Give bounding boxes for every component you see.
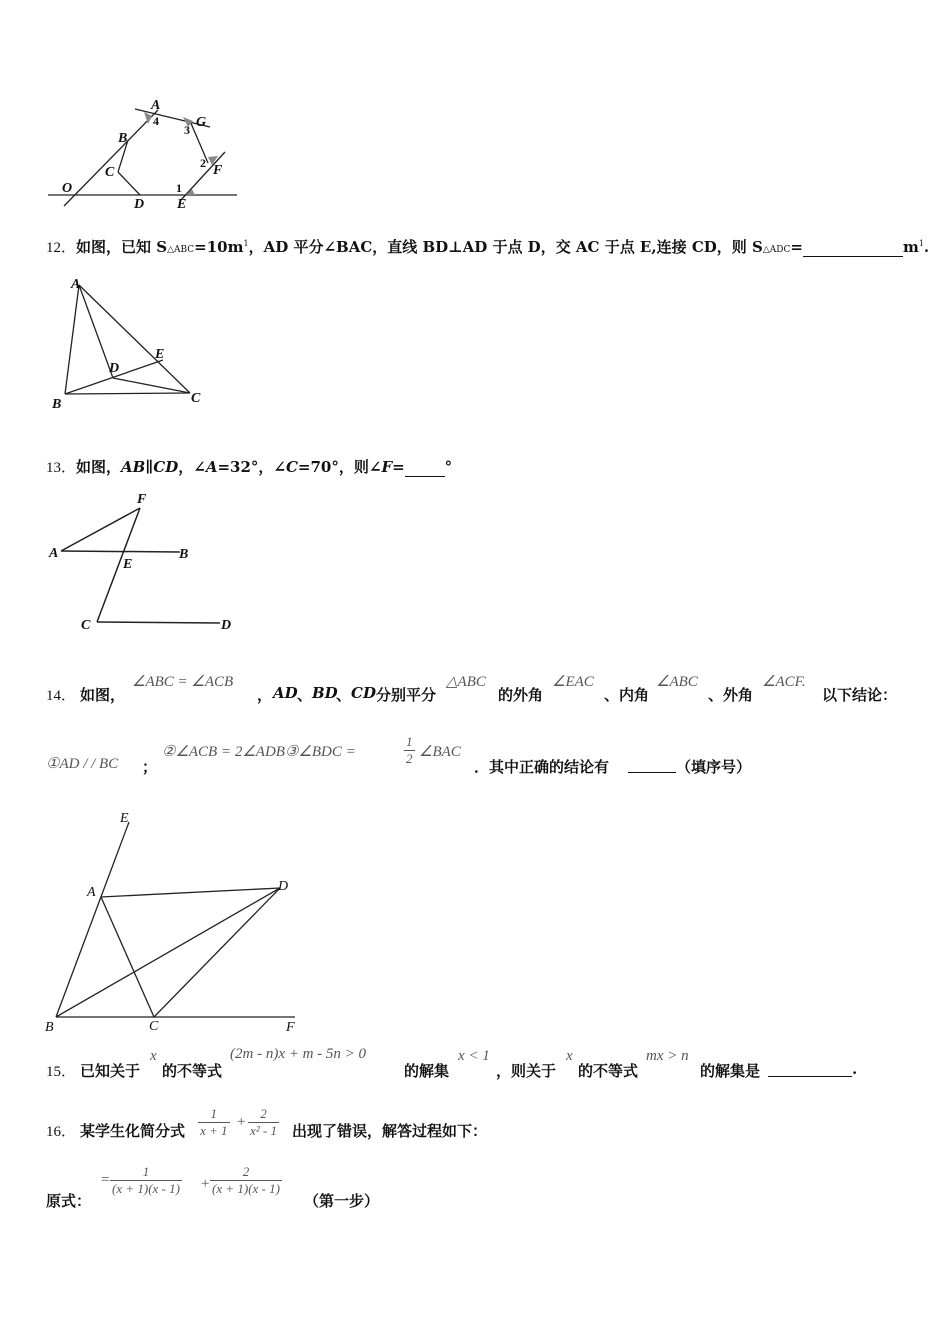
fraction-step1-a: $\frac{1}{(x + 1)(x - 1)}$ — [112, 1164, 180, 1196]
question-13: 13．如图，AB∥CD，∠A=32°，∠C=70°，则∠F= ° — [46, 458, 453, 476]
question-12: 12．如图，已知 $S\triangle ABC=10m^1$，AD 平分∠BAC，直线 BD⊥AD 于点 D，交 AC 于点 E,连接 CD，则 S△ADC= $m^1$. — [46, 238, 930, 256]
label-O: O — [62, 181, 73, 196]
label-F: F — [286, 1020, 295, 1035]
label-1: 1 — [176, 181, 182, 195]
label-2: 2 — [200, 156, 206, 170]
label-C: C — [81, 618, 91, 633]
label-4: 4 — [153, 114, 159, 128]
question-16: 16． 某学生化简分式 $\frac{1}{x + 1}$ + $\frac{2}{\text{x² - 1}}$ 出现了错误，解答过程如下： — [46, 1106, 488, 1140]
label-E: E — [177, 197, 187, 212]
label-A: A — [87, 885, 96, 900]
answer-blank-15[interactable] — [768, 1060, 852, 1077]
label-C: C — [105, 165, 115, 180]
fraction-half: $\frac{1}{2}$ — [406, 734, 413, 766]
label-A: A — [49, 546, 59, 561]
label-D: D — [109, 361, 120, 376]
label-F: F — [137, 492, 147, 507]
label-B: B — [45, 1020, 54, 1035]
answer-blank-12[interactable] — [803, 238, 903, 257]
label-E: E — [120, 811, 129, 826]
label-E: E — [123, 557, 133, 572]
label-G: G — [196, 115, 207, 130]
question-14-conclusions: ①AD / / BC ； ②∠ACB = 2∠ADB③∠BDC = $\frac{1}{2}$ ∠BAC ．其中正确的结论有 （填序号） — [46, 734, 752, 776]
question-15: 15． 已知关于 x 的不等式 (2m - n)x + m - 5n > 0 的解集 x < 1 ，则关于 x 的不等式 mx > n 的解集是 . — [46, 1046, 858, 1080]
label-A: A — [151, 98, 161, 113]
answer-blank-13[interactable] — [405, 458, 445, 477]
label-D: D — [134, 197, 145, 212]
label-D: D — [221, 618, 232, 633]
label-E: E — [155, 347, 165, 362]
figure-q14 — [40, 806, 310, 1038]
question-14: 14． 如图， ∠ABC = ∠ACB ， AD 、 BD 、 CD 分别平分 △ABC 的外角 ∠EAC 、内角 ∠ABC 、外角 ∠ACF. 以下结论： — [46, 674, 898, 704]
figure-q13 — [45, 488, 245, 638]
fraction-1: $\frac{1}{x + 1}$ — [200, 1106, 228, 1138]
fraction-step1-b: $\frac{2}{(x + 1)(x - 1)}$ — [212, 1164, 280, 1196]
label-C: C — [191, 391, 201, 406]
label-A: A — [71, 277, 81, 292]
label-C: C — [149, 1019, 159, 1034]
label-F: F — [213, 163, 223, 178]
figure-q11 — [40, 95, 250, 215]
figure-q12 — [45, 272, 220, 417]
label-B: B — [118, 131, 128, 146]
answer-blank-14[interactable] — [628, 756, 676, 773]
question-16-step1: 原式： = $\frac{1}{(x + 1)(x - 1)}$ + $\frac{2}{(x + 1)(x - 1)}$ （第一步） — [46, 1164, 380, 1210]
label-D: D — [278, 879, 289, 894]
label-3: 3 — [184, 123, 190, 137]
label-B: B — [52, 397, 62, 412]
fraction-2: $\frac{2}{\text{x² - 1}}$ — [250, 1106, 277, 1138]
label-B: B — [179, 547, 189, 562]
